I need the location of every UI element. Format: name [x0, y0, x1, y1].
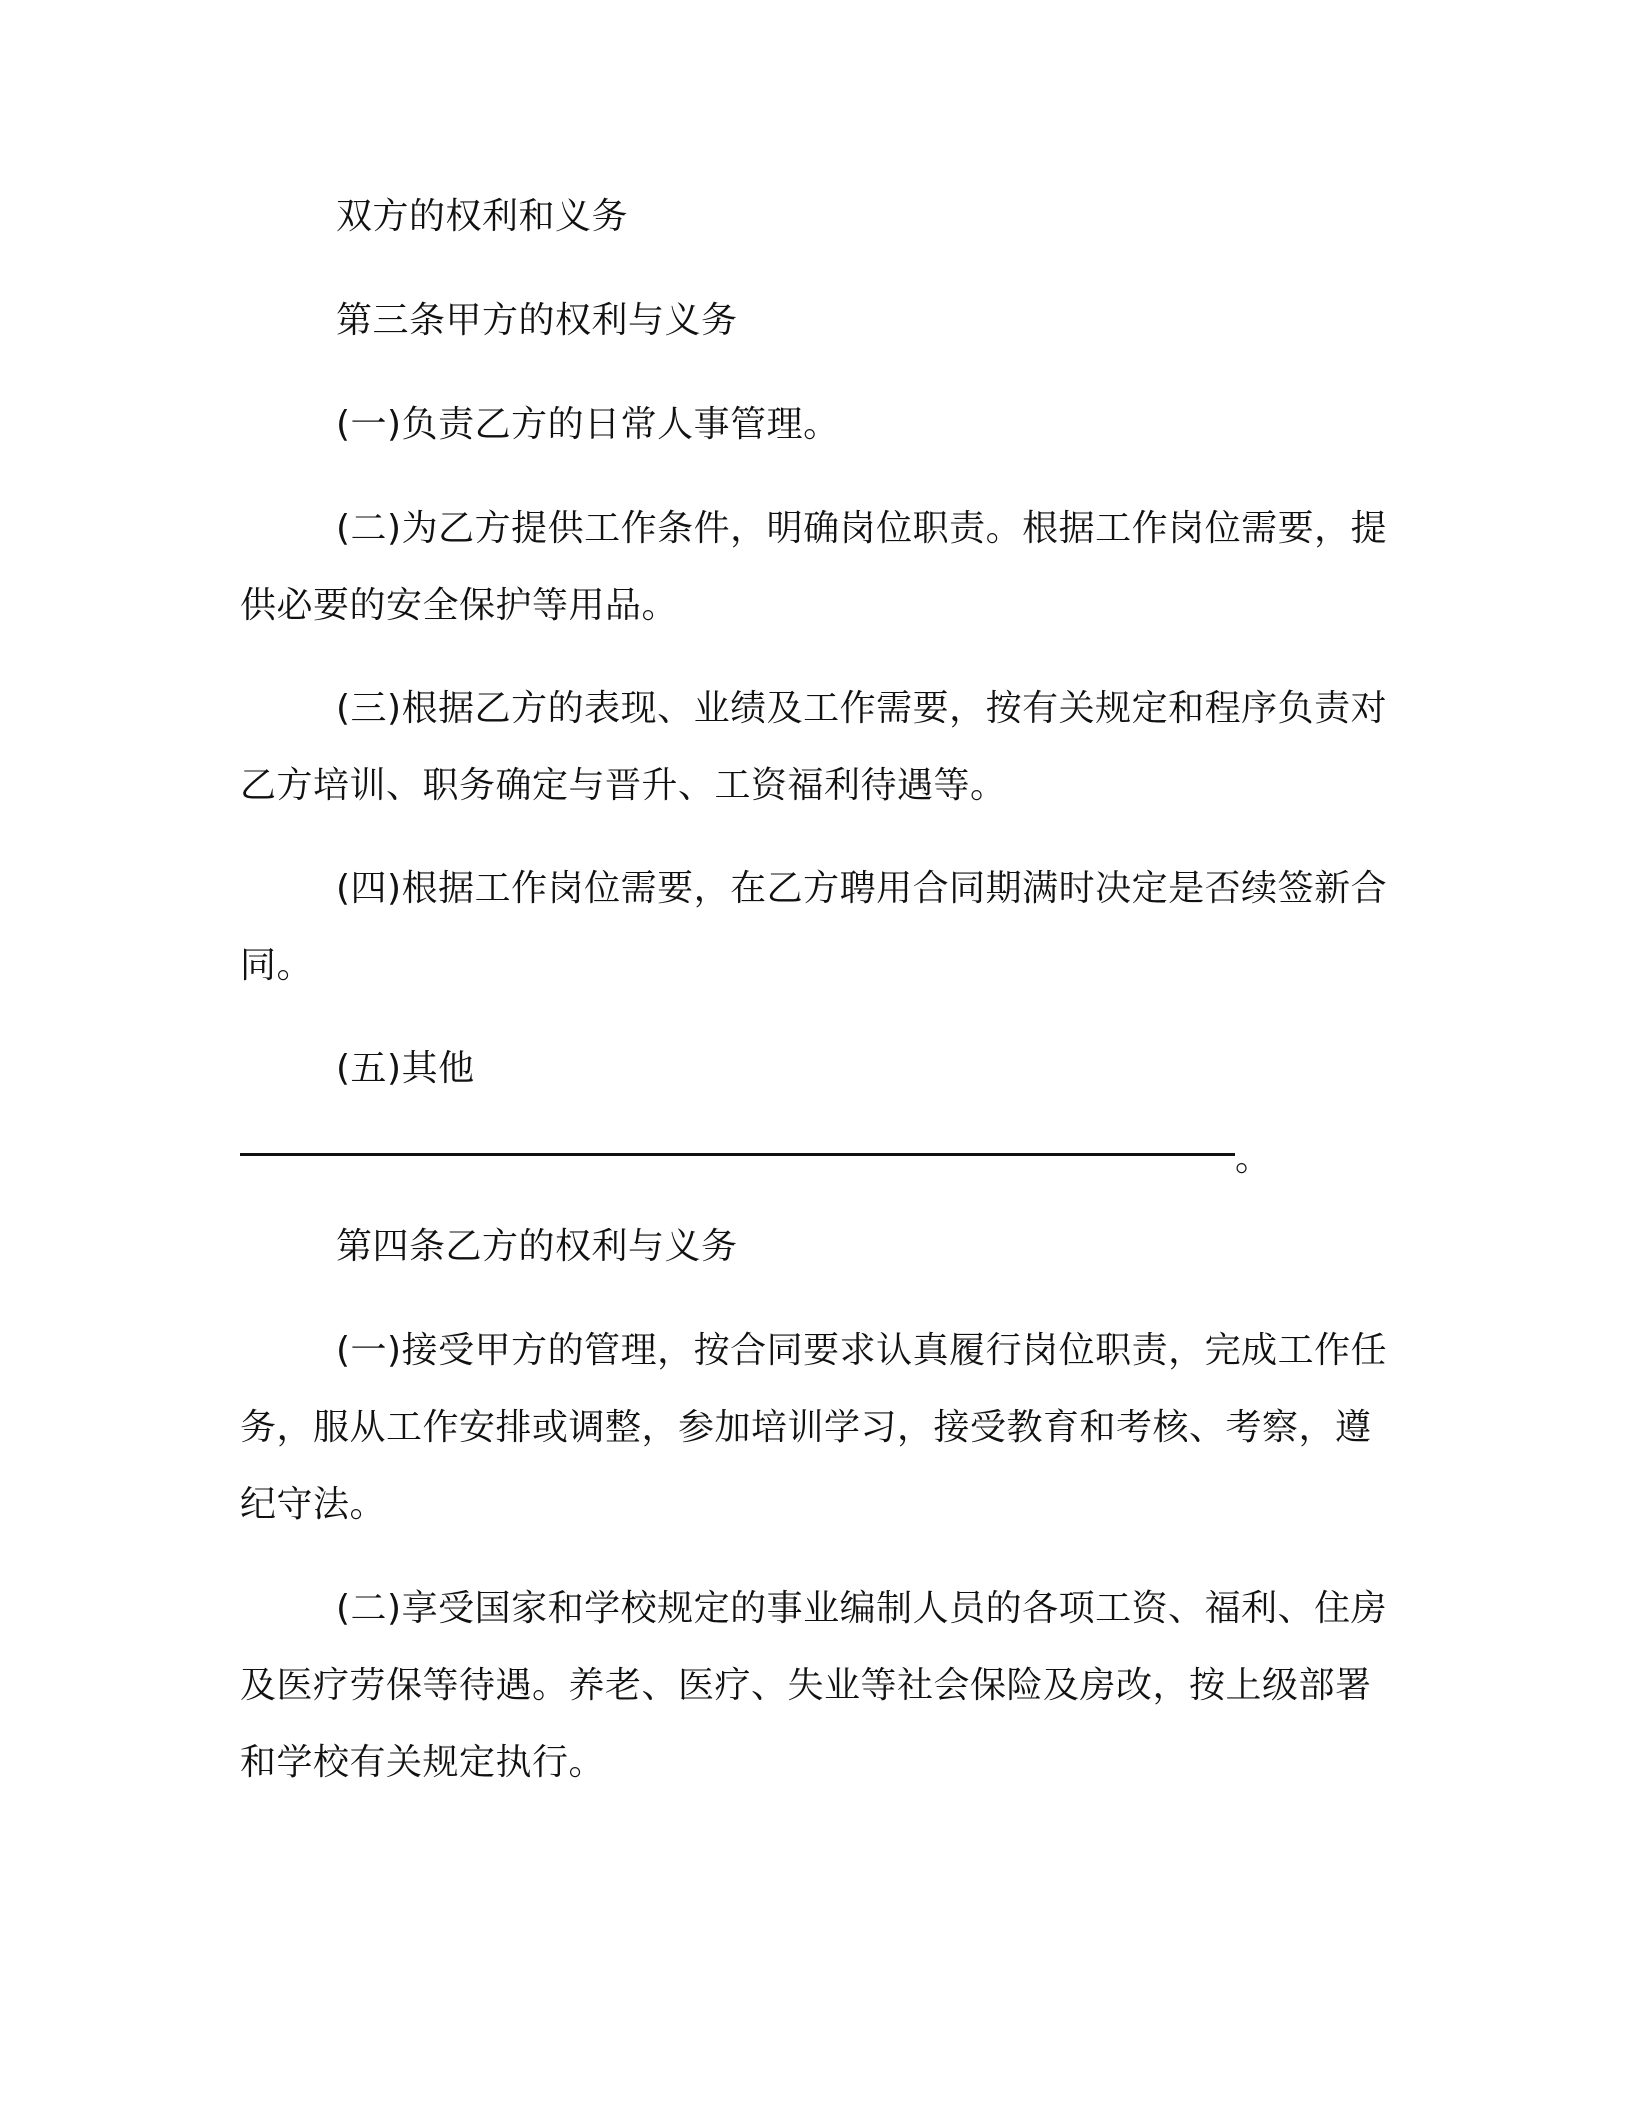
- article-3-title: 第三条甲方的权利与义务: [336, 300, 738, 341]
- article-3-item-1: (一)负责乙方的日常人事管理。: [336, 404, 840, 445]
- article-4-item-1: (一)接受甲方的管理，按合同要求认真履行岗位职责，完成工作任务，服从工作安排或调整，参加培训学习，接受教育和考核、考察，遵纪守法。: [240, 1330, 1388, 1525]
- fill-in-blank-line: [240, 1120, 1400, 1197]
- blank-underline: [240, 1153, 1235, 1156]
- article-3-item-5: (五)其他: [336, 1048, 475, 1089]
- section-heading: 双方的权利和义务: [336, 196, 629, 237]
- article-3-item-3: (三)根据乙方的表现、业绩及工作需要，按有关规定和程序负责对乙方培训、职务确定与晋升、工资福利待遇等。: [240, 688, 1388, 806]
- article-4-title: 第四条乙方的权利与义务: [336, 1226, 738, 1267]
- article-3-item-4: (四)根据工作岗位需要，在乙方聘用合同期满时决定是否续签新合同。: [240, 868, 1388, 986]
- blank-line-end: 。: [1235, 1138, 1272, 1179]
- article-3-item-2: (二)为乙方提供工作条件，明确岗位职责。根据工作岗位需要，提供必要的安全保护等用品。: [240, 508, 1388, 626]
- article-4-item-2: (二)享受国家和学校规定的事业编制人员的各项工资、福利、住房及医疗劳保等待遇。养老、医疗、失业等社会保险及房改，按上级部署和学校有关规定执行。: [240, 1588, 1388, 1783]
